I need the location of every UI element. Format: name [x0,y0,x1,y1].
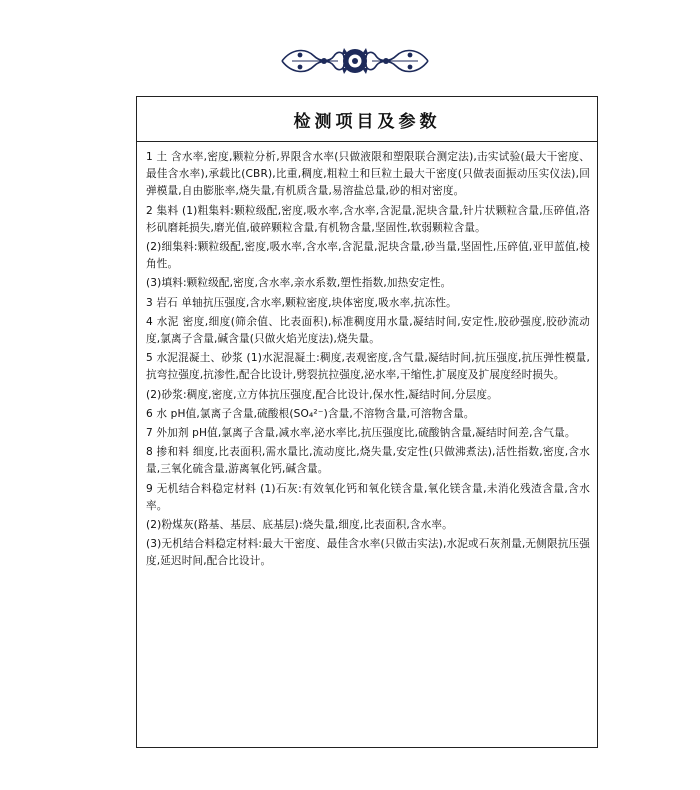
paragraph-coarse-aggregate: 2 集料 (1)粗集料:颗粒级配,密度,吸水率,含水率,含泥量,泥块含量,针片状颗粒含量,压碎值,洛杉矶磨耗损失,磨光值,破碎颗粒含量,有机物含量,坚固性,软弱颗粒含量。 [146,204,590,234]
paragraph-fine-aggregate: (2)细集料:颗粒级配,密度,吸水率,含水率,含泥量,泥块含量,砂当量,坚固性,压碎值,亚甲蓝值,棱角性。 [146,241,590,271]
paragraph-rock: 3 岩石 单轴抗压强度,含水率,颗粒密度,块体密度,吸水率,抗冻性。 [146,296,457,309]
page-title: 检测项目及参数 [293,111,441,132]
paragraph-soil: 1 土 含水率,密度,颗粒分析,界限含水率(只做液限和塑限联合测定法),击实试验(最大干密度、最佳含水率),承载比(CBR),比重,稠度,粗粒土和巨粒土最大干密度(只做表面振动压实仪法),回弹模量,自由膨胀率,烧失量,有机质含量,易溶盐总量,砂的相对密度。 [146,151,590,198]
paragraph-mortar: (2)砂浆:稠度,密度,立方体抗压强度,配合比设计,保水性,凝结时间,分层度。 [146,388,498,401]
paragraph-water: 6 水 pH值,氯离子含量,硫酸根(SO₄²⁻)含量,不溶物含量,可溶物含量。 [146,407,475,420]
paragraph-lime: 9 无机结合料稳定材料 (1)石灰:有效氧化钙和氧化镁含量,氧化镁含量,未消化残渣含量,含水率。 [146,482,590,512]
paragraph-concrete: 5 水泥混凝土、砂浆 (1)水泥混凝土:稠度,表观密度,含气量,凝结时间,抗压强度,抗压弹性模量,抗弯拉强度,抗渗性,配合比设计,劈裂抗拉强度,泌水率,干缩性,扩展度及扩展度经时损失。 [146,352,590,382]
paragraph-admixture: 7 外加剂 pH值,氯离子含量,减水率,泌水率比,抗压强度比,硫酸钠含量,凝结时间差,含气量。 [146,427,576,440]
content-frame [136,96,598,748]
title-box [137,97,597,142]
paragraph-cement: 4 水泥 密度,细度(筛余值、比表面积),标准稠度用水量,凝结时间,安定性,胶砂强度,胶砂流动度,氯离子含量,碱含量(只做火焰光度法),烧失量。 [146,315,590,346]
parameter-list [146,149,590,573]
paragraph-fly-ash: (2)粉煤灰(路基、基层、底基层):烧失量,细度,比表面积,含水率。 [146,519,453,532]
paragraph-stabilized-material: (3)无机结合料稳定材料:最大干密度、最佳含水率(只做击实法),水泥或石灰剂量,无侧限抗压强度,延迟时间,配合比设计。 [146,538,590,568]
paragraph-mineral-admixture: 8 掺和料 细度,比表面积,需水量比,流动度比,烧失量,安定性(只做沸煮法),活性指数,密度,含水量,三氧化硫含量,游离氧化钙,碱含量。 [146,446,590,476]
decorative-scroll-icon [278,44,432,78]
paragraph-filler: (3)填料:颗粒级配,密度,含水率,亲水系数,塑性指数,加热安定性。 [146,277,452,290]
